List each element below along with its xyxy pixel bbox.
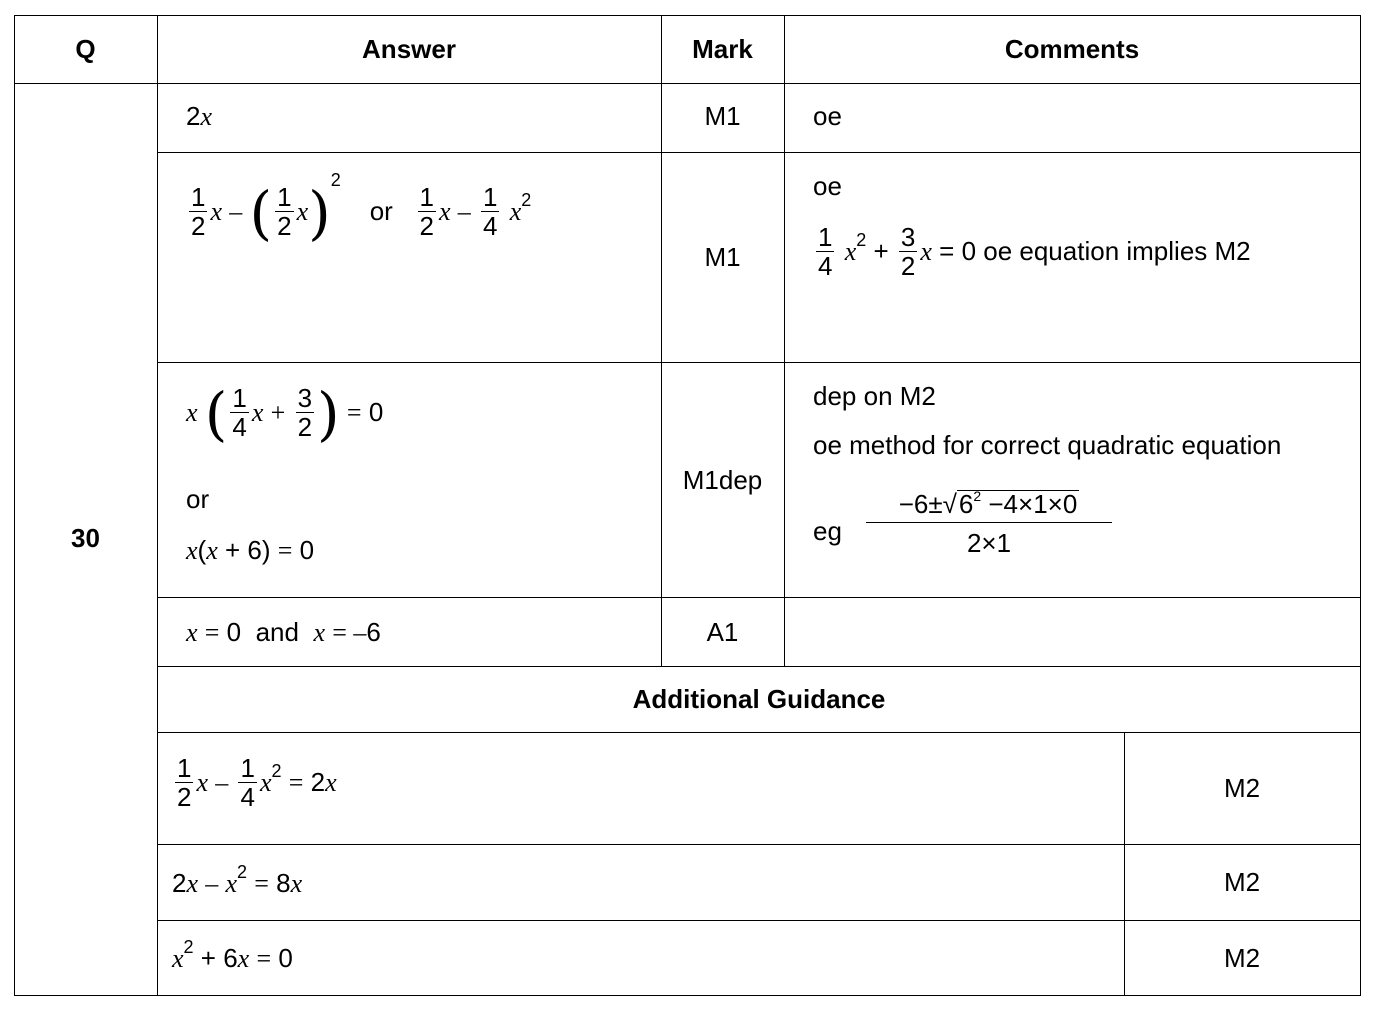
guidance-mark-3: M2 xyxy=(1223,943,1261,973)
comment-row-3-eg: eg xyxy=(813,516,842,546)
header-mark: Mark xyxy=(692,34,753,64)
comment-row-3-line-2: oe method for correct quadratic equation xyxy=(813,430,1282,460)
guidance-mark-1: M2 xyxy=(1223,773,1261,803)
comment-row-3-line-1: dep on M2 xyxy=(813,381,936,411)
and-text: and xyxy=(255,617,299,647)
comment-row-1: oe xyxy=(813,101,842,131)
or-text-1: or xyxy=(369,196,393,226)
additional-guidance-title: Additional Guidance xyxy=(632,684,886,714)
comment-row-3-formula: $\frac{-6\pm√6^2 -4\times 1\times 0}{2\times 1}$ xyxy=(866,490,1112,559)
answer-row-3-line-1: x ( $\frac{1}{4}$ x + $\frac{3}{2}$ ) = 0 xyxy=(186,380,384,449)
answer-row-1: 2x xyxy=(186,101,213,131)
answer-row-3-line-2: x(x + 6) = 0 xyxy=(186,535,315,565)
header-q: Q xyxy=(75,34,96,64)
guidance-row-1: $\frac{1}{2}$ x – $\frac{1}{4}$ $x^2 = 2x$ xyxy=(177,753,337,813)
mark-row-2: M1 xyxy=(704,242,741,272)
guidance-row-3: $x^2 + 6x = 0$ xyxy=(172,937,293,973)
question-number: 30 xyxy=(71,523,100,553)
comment-row-2-suffix: = 0 oe equation implies M2 xyxy=(939,235,1251,266)
comment-row-2-line-1: oe xyxy=(813,171,842,201)
answer-row-3-or: or xyxy=(186,484,210,514)
answer-row-2: $\frac{1}{2}$ x – ( $\frac{1}{2}$ x)$^2$ or $\frac{1}{2}$ x – $\frac{1}{4}$ $x^2$ xyxy=(191,170,532,248)
mark-row-4: A1 xyxy=(706,617,739,647)
guidance-mark-2: M2 xyxy=(1223,867,1261,897)
comment-row-2-line-2: $\frac{1}{4}$ $x^2$ + $\frac{3}{2}$ x = 0 oe equation implies M2 xyxy=(818,222,1251,282)
header-answer: Answer xyxy=(362,34,456,64)
answer-row-4: x = 0 and x = –6 xyxy=(186,617,381,647)
guidance-row-2: $2x - x^2 = 8x$ xyxy=(172,862,303,898)
header-comments: Comments xyxy=(1004,34,1140,64)
mark-row-3: M1dep xyxy=(682,465,763,495)
mark-row-1: M1 xyxy=(704,101,741,131)
